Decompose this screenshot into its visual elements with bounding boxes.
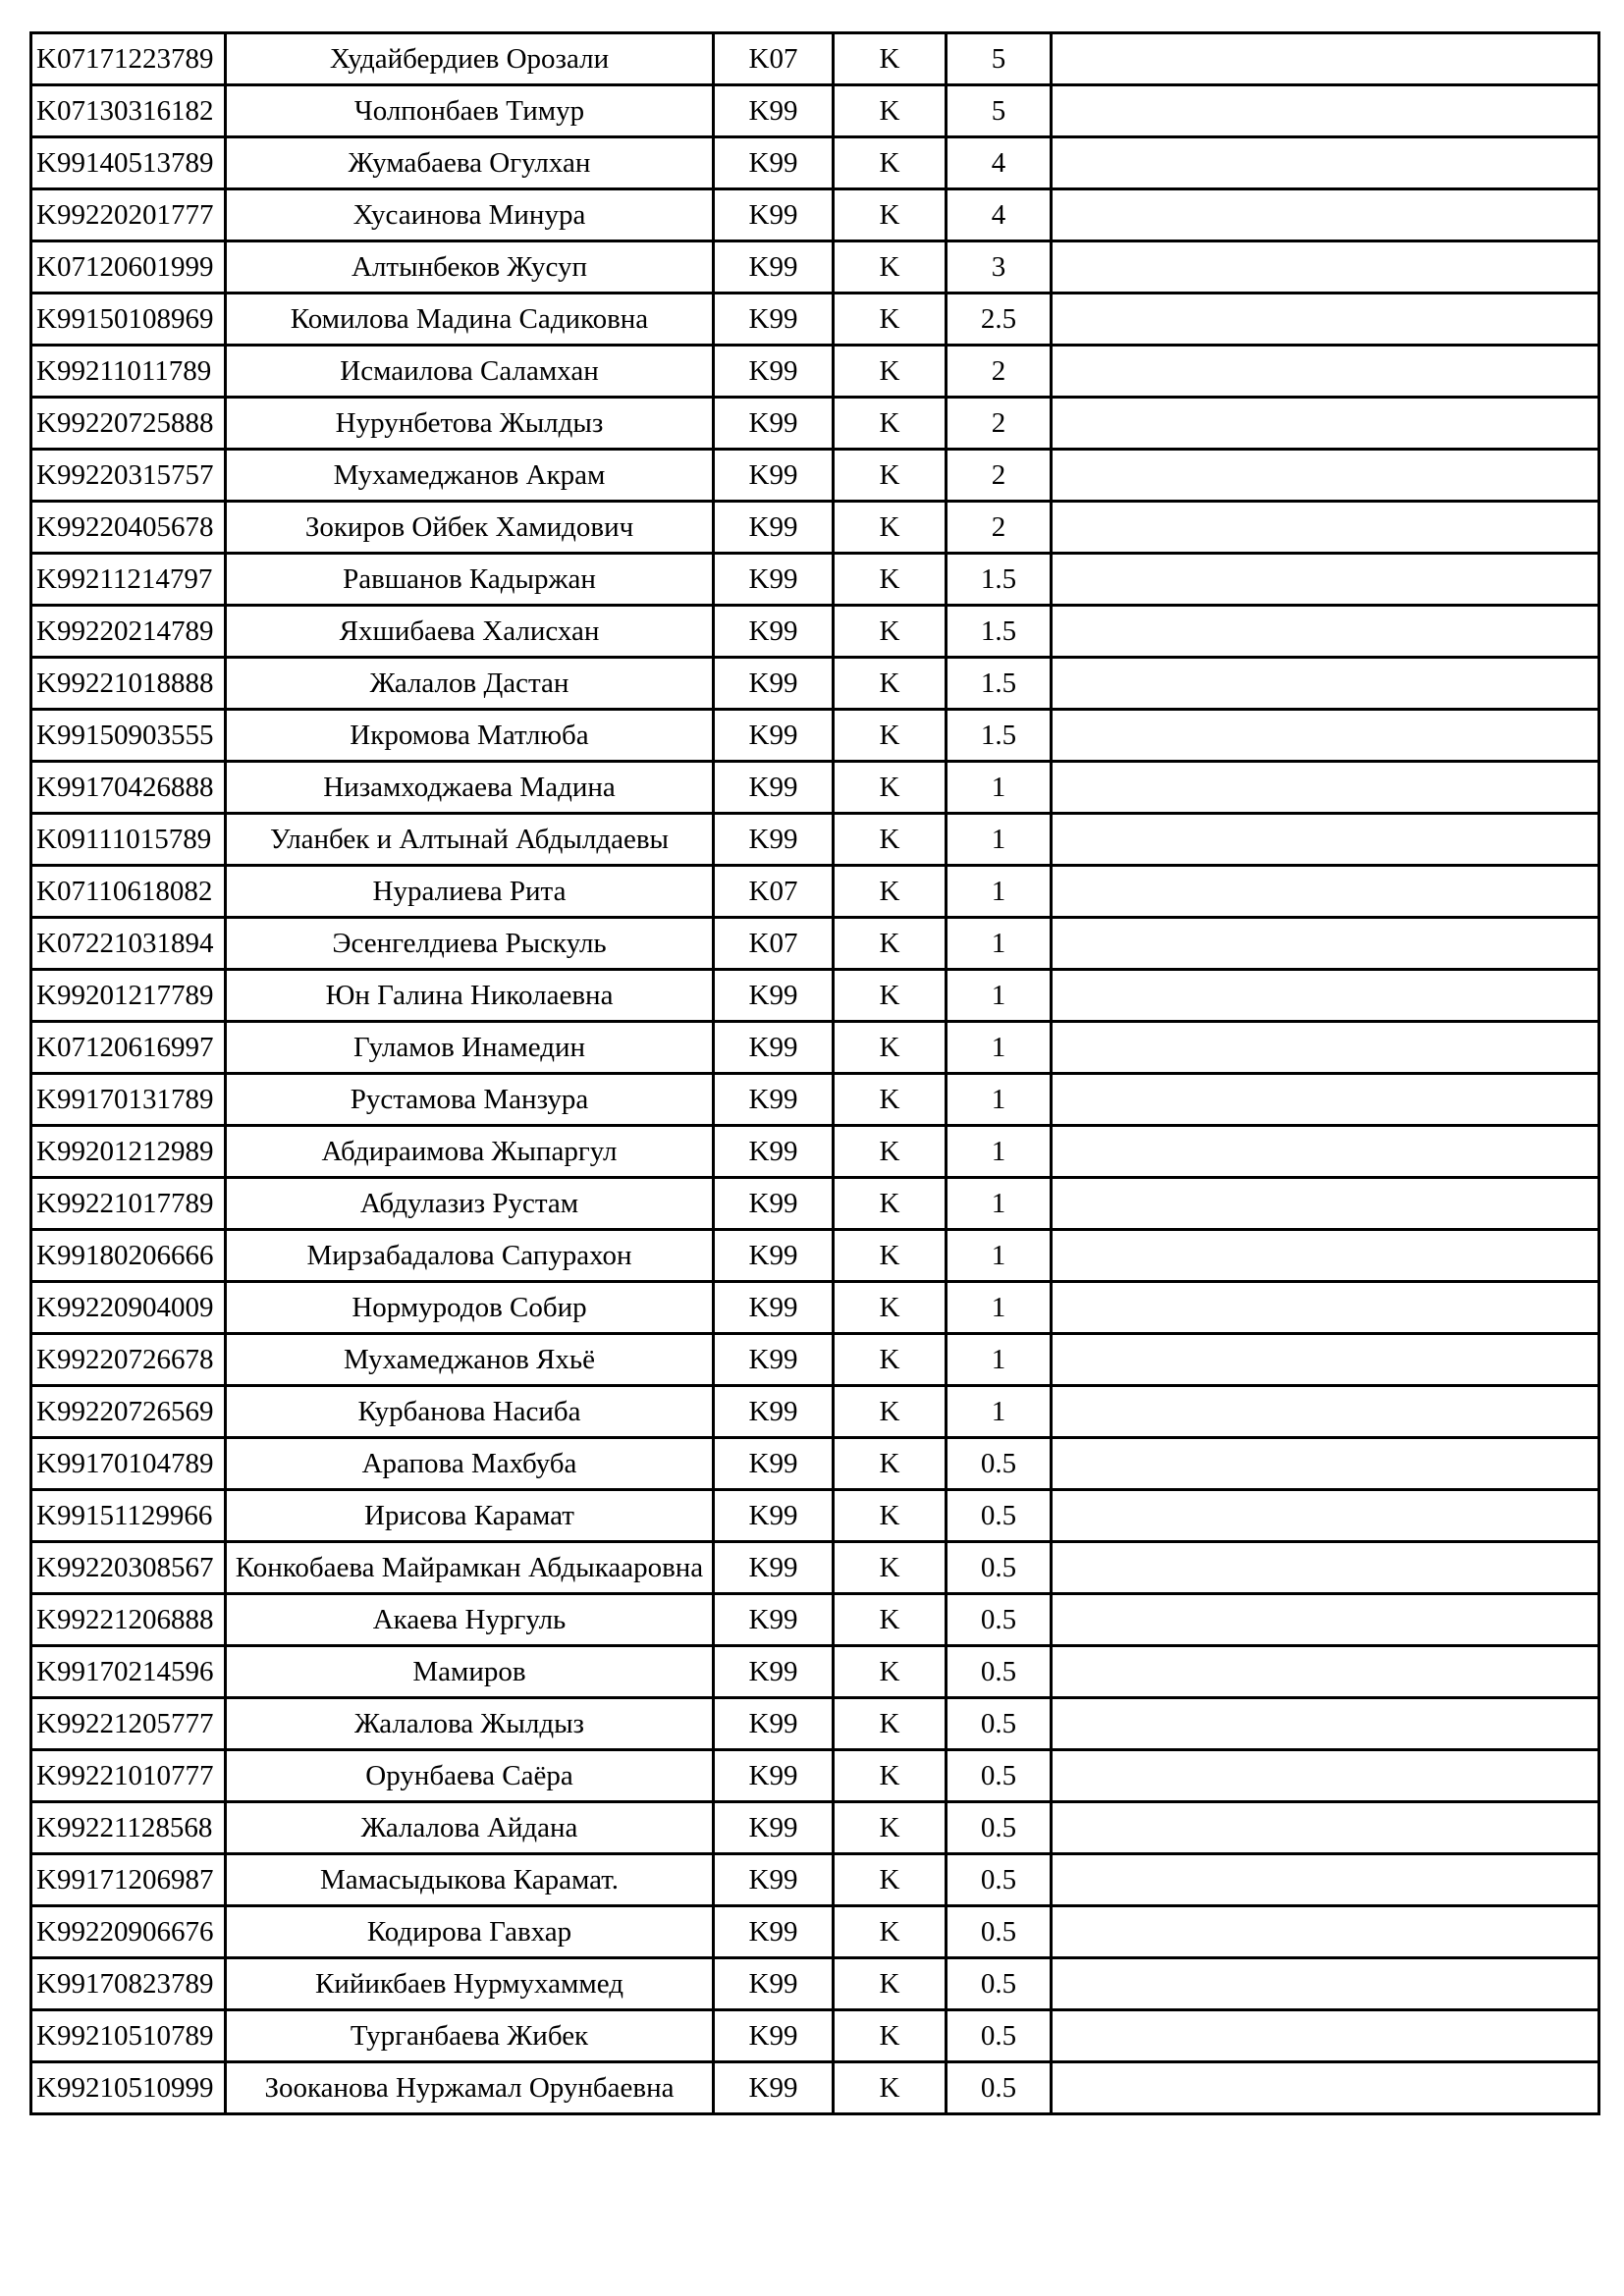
- group-cell: K99: [714, 554, 834, 606]
- name-cell: Нормуродов Собир: [226, 1282, 714, 1334]
- letter-cell: K: [834, 2062, 947, 2114]
- group-cell: K99: [714, 762, 834, 814]
- group-cell: K99: [714, 241, 834, 294]
- group-cell: K99: [714, 606, 834, 658]
- name-cell: Абдулазиз Рустам: [226, 1178, 714, 1230]
- letter-cell: K: [834, 2010, 947, 2062]
- code-cell: K99211214797: [31, 554, 226, 606]
- note-cell: [1052, 85, 1599, 137]
- note-cell: [1052, 1594, 1599, 1646]
- code-cell: K99171206987: [31, 1854, 226, 1906]
- letter-cell: K: [834, 1126, 947, 1178]
- note-cell: [1052, 814, 1599, 866]
- score-cell: 2.5: [947, 294, 1052, 346]
- score-cell: 0.5: [947, 2010, 1052, 2062]
- note-cell: [1052, 1074, 1599, 1126]
- table-row: [31, 450, 1599, 502]
- group-cell: K99: [714, 1854, 834, 1906]
- table-row: [31, 1438, 1599, 1490]
- letter-cell: K: [834, 398, 947, 450]
- note-cell: [1052, 1958, 1599, 2010]
- code-cell: K09111015789: [31, 814, 226, 866]
- code-cell: K99201212989: [31, 1126, 226, 1178]
- name-cell: Рустамова Манзура: [226, 1074, 714, 1126]
- score-cell: 0.5: [947, 1698, 1052, 1750]
- name-cell: Жумабаева Огулхан: [226, 137, 714, 189]
- table-row: [31, 710, 1599, 762]
- letter-cell: K: [834, 1906, 947, 1958]
- table-row: [31, 1854, 1599, 1906]
- name-cell: Кийикбаев Нурмухаммед: [226, 1958, 714, 2010]
- letter-cell: K: [834, 1854, 947, 1906]
- letter-cell: K: [834, 1334, 947, 1386]
- score-cell: 0.5: [947, 1646, 1052, 1698]
- name-cell: Орунбаева Саёра: [226, 1750, 714, 1802]
- score-cell: 1: [947, 1074, 1052, 1126]
- note-cell: [1052, 2010, 1599, 2062]
- code-cell: K99220405678: [31, 502, 226, 554]
- score-cell: 1: [947, 814, 1052, 866]
- code-cell: K99201217789: [31, 970, 226, 1022]
- letter-cell: K: [834, 918, 947, 970]
- table-row: [31, 346, 1599, 398]
- name-cell: Хусаинова Минура: [226, 189, 714, 241]
- note-cell: [1052, 554, 1599, 606]
- letter-cell: K: [834, 1802, 947, 1854]
- table-row: [31, 866, 1599, 918]
- note-cell: [1052, 241, 1599, 294]
- group-cell: K99: [714, 1230, 834, 1282]
- code-cell: K99151129966: [31, 1490, 226, 1542]
- letter-cell: K: [834, 1230, 947, 1282]
- code-cell: K07130316182: [31, 85, 226, 137]
- table-row: [31, 137, 1599, 189]
- note-cell: [1052, 1386, 1599, 1438]
- note-cell: [1052, 658, 1599, 710]
- letter-cell: K: [834, 710, 947, 762]
- group-cell: K99: [714, 398, 834, 450]
- letter-cell: K: [834, 1750, 947, 1802]
- table-row: [31, 1126, 1599, 1178]
- name-cell: Икромова Матлюба: [226, 710, 714, 762]
- name-cell: Яхшибаева Халисхан: [226, 606, 714, 658]
- table-row: [31, 1386, 1599, 1438]
- code-cell: K99140513789: [31, 137, 226, 189]
- table-row: [31, 658, 1599, 710]
- note-cell: [1052, 1750, 1599, 1802]
- table-row: [31, 554, 1599, 606]
- letter-cell: K: [834, 33, 947, 85]
- name-cell: Юн Галина Николаевна: [226, 970, 714, 1022]
- group-cell: K99: [714, 710, 834, 762]
- score-cell: 2: [947, 398, 1052, 450]
- group-cell: K99: [714, 1802, 834, 1854]
- letter-cell: K: [834, 1438, 947, 1490]
- letter-cell: K: [834, 658, 947, 710]
- name-cell: Зооканова Нуржамал Орунбаевна: [226, 2062, 714, 2114]
- name-cell: Мамасыдыкова Карамат.: [226, 1854, 714, 1906]
- note-cell: [1052, 502, 1599, 554]
- letter-cell: K: [834, 502, 947, 554]
- group-cell: K99: [714, 1126, 834, 1178]
- group-cell: K99: [714, 1438, 834, 1490]
- score-cell: 0.5: [947, 1958, 1052, 2010]
- table-row: [31, 1022, 1599, 1074]
- score-cell: 1: [947, 1386, 1052, 1438]
- group-cell: K07: [714, 918, 834, 970]
- note-cell: [1052, 1854, 1599, 1906]
- note-cell: [1052, 1126, 1599, 1178]
- name-cell: Мухамеджанов Акрам: [226, 450, 714, 502]
- group-cell: K99: [714, 1750, 834, 1802]
- letter-cell: K: [834, 1386, 947, 1438]
- score-cell: 1: [947, 1126, 1052, 1178]
- score-cell: 1: [947, 1334, 1052, 1386]
- group-cell: K99: [714, 970, 834, 1022]
- group-cell: K99: [714, 346, 834, 398]
- score-cell: 3: [947, 241, 1052, 294]
- name-cell: Низамходжаева Мадина: [226, 762, 714, 814]
- score-cell: 0.5: [947, 1906, 1052, 1958]
- group-cell: K99: [714, 502, 834, 554]
- note-cell: [1052, 606, 1599, 658]
- table-row: [31, 1334, 1599, 1386]
- name-cell: Арапова Махбуба: [226, 1438, 714, 1490]
- name-cell: Равшанов Кадыржан: [226, 554, 714, 606]
- group-cell: K99: [714, 658, 834, 710]
- group-cell: K99: [714, 2010, 834, 2062]
- table-row: [31, 1646, 1599, 1698]
- note-cell: [1052, 1178, 1599, 1230]
- group-cell: K99: [714, 1646, 834, 1698]
- letter-cell: K: [834, 1698, 947, 1750]
- score-cell: 1: [947, 1230, 1052, 1282]
- note-cell: [1052, 294, 1599, 346]
- score-cell: 0.5: [947, 2062, 1052, 2114]
- score-cell: 1: [947, 762, 1052, 814]
- table-row: [31, 1282, 1599, 1334]
- group-cell: K99: [714, 1282, 834, 1334]
- letter-cell: K: [834, 85, 947, 137]
- table-row: [31, 606, 1599, 658]
- table-row: [31, 1802, 1599, 1854]
- code-cell: K99210510789: [31, 2010, 226, 2062]
- table-row: [31, 918, 1599, 970]
- score-cell: 1: [947, 1022, 1052, 1074]
- note-cell: [1052, 2062, 1599, 2114]
- note-cell: [1052, 33, 1599, 85]
- group-cell: K99: [714, 1386, 834, 1438]
- name-cell: Жалалова Айдана: [226, 1802, 714, 1854]
- name-cell: Ирисова Карамат: [226, 1490, 714, 1542]
- note-cell: [1052, 1542, 1599, 1594]
- letter-cell: K: [834, 762, 947, 814]
- note-cell: [1052, 1698, 1599, 1750]
- table-row: [31, 294, 1599, 346]
- letter-cell: K: [834, 450, 947, 502]
- letter-cell: K: [834, 554, 947, 606]
- group-cell: K99: [714, 294, 834, 346]
- name-cell: Эсенгелдиева Рыскуль: [226, 918, 714, 970]
- score-cell: 0.5: [947, 1490, 1052, 1542]
- note-cell: [1052, 866, 1599, 918]
- table-row: [31, 1594, 1599, 1646]
- name-cell: Жалалова Жылдыз: [226, 1698, 714, 1750]
- note-cell: [1052, 137, 1599, 189]
- group-cell: K99: [714, 2062, 834, 2114]
- code-cell: K99211011789: [31, 346, 226, 398]
- letter-cell: K: [834, 1022, 947, 1074]
- letter-cell: K: [834, 1490, 947, 1542]
- table-row: [31, 398, 1599, 450]
- code-cell: K99170131789: [31, 1074, 226, 1126]
- table-row: [31, 1490, 1599, 1542]
- table-row: [31, 814, 1599, 866]
- group-cell: K99: [714, 1334, 834, 1386]
- code-cell: K07120601999: [31, 241, 226, 294]
- score-cell: 4: [947, 189, 1052, 241]
- letter-cell: K: [834, 1282, 947, 1334]
- letter-cell: K: [834, 1178, 947, 1230]
- name-cell: Исмаилова Саламхан: [226, 346, 714, 398]
- code-cell: K99150903555: [31, 710, 226, 762]
- score-cell: 1.5: [947, 658, 1052, 710]
- note-cell: [1052, 1490, 1599, 1542]
- document-table: [29, 31, 1600, 2115]
- table-row: [31, 762, 1599, 814]
- note-cell: [1052, 1230, 1599, 1282]
- letter-cell: K: [834, 606, 947, 658]
- note-cell: [1052, 1438, 1599, 1490]
- name-cell: Конкобаева Майрамкан Абдыкааровна: [226, 1542, 714, 1594]
- table-row: [31, 1074, 1599, 1126]
- note-cell: [1052, 1334, 1599, 1386]
- table-row: [31, 2010, 1599, 2062]
- name-cell: Мамиров: [226, 1646, 714, 1698]
- note-cell: [1052, 346, 1599, 398]
- name-cell: Нурунбетова Жылдыз: [226, 398, 714, 450]
- note-cell: [1052, 1802, 1599, 1854]
- note-cell: [1052, 189, 1599, 241]
- score-cell: 0.5: [947, 1438, 1052, 1490]
- name-cell: Мухамеджанов Яхьё: [226, 1334, 714, 1386]
- note-cell: [1052, 918, 1599, 970]
- code-cell: K99170214596: [31, 1646, 226, 1698]
- group-cell: K99: [714, 1958, 834, 2010]
- letter-cell: K: [834, 1542, 947, 1594]
- table-row: [31, 502, 1599, 554]
- table-row: [31, 1542, 1599, 1594]
- table-row: [31, 1958, 1599, 2010]
- code-cell: K99220214789: [31, 606, 226, 658]
- code-cell: K99220906676: [31, 1906, 226, 1958]
- name-cell: Мирзабадалова Сапурахон: [226, 1230, 714, 1282]
- code-cell: K99221206888: [31, 1594, 226, 1646]
- table-row: [31, 1178, 1599, 1230]
- name-cell: Нуралиева Рита: [226, 866, 714, 918]
- name-cell: Абдираимова Жыпаргул: [226, 1126, 714, 1178]
- score-cell: 0.5: [947, 1854, 1052, 1906]
- code-cell: K99210510999: [31, 2062, 226, 2114]
- note-cell: [1052, 1022, 1599, 1074]
- score-cell: 5: [947, 85, 1052, 137]
- code-cell: K07120616997: [31, 1022, 226, 1074]
- note-cell: [1052, 450, 1599, 502]
- score-cell: 1: [947, 1282, 1052, 1334]
- code-cell: K99221018888: [31, 658, 226, 710]
- table-row: [31, 33, 1599, 85]
- code-cell: K99220725888: [31, 398, 226, 450]
- score-cell: 0.5: [947, 1594, 1052, 1646]
- letter-cell: K: [834, 189, 947, 241]
- letter-cell: K: [834, 294, 947, 346]
- name-cell: Чолпонбаев Тимур: [226, 85, 714, 137]
- table-row: [31, 970, 1599, 1022]
- score-cell: 5: [947, 33, 1052, 85]
- score-cell: 1: [947, 918, 1052, 970]
- letter-cell: K: [834, 814, 947, 866]
- group-cell: K99: [714, 189, 834, 241]
- code-cell: K07110618082: [31, 866, 226, 918]
- letter-cell: K: [834, 1958, 947, 2010]
- name-cell: Худайбердиев Орозали: [226, 33, 714, 85]
- score-cell: 0.5: [947, 1542, 1052, 1594]
- letter-cell: K: [834, 137, 947, 189]
- table-row: [31, 85, 1599, 137]
- group-cell: K99: [714, 1022, 834, 1074]
- note-cell: [1052, 710, 1599, 762]
- name-cell: Кодирова Гавхар: [226, 1906, 714, 1958]
- group-cell: K99: [714, 1698, 834, 1750]
- group-cell: K99: [714, 1178, 834, 1230]
- code-cell: K99220315757: [31, 450, 226, 502]
- group-cell: K07: [714, 866, 834, 918]
- table-body: [31, 33, 1599, 2114]
- group-cell: K99: [714, 85, 834, 137]
- letter-cell: K: [834, 1594, 947, 1646]
- letter-cell: K: [834, 866, 947, 918]
- name-cell: Гуламов Инамедин: [226, 1022, 714, 1074]
- score-cell: 0.5: [947, 1750, 1052, 1802]
- code-cell: K99220726678: [31, 1334, 226, 1386]
- table-row: [31, 189, 1599, 241]
- score-cell: 1: [947, 866, 1052, 918]
- code-cell: K99180206666: [31, 1230, 226, 1282]
- name-cell: Зокиров Ойбек Хамидович: [226, 502, 714, 554]
- note-cell: [1052, 1646, 1599, 1698]
- name-cell: Уланбек и Алтынай Абдылдаевы: [226, 814, 714, 866]
- note-cell: [1052, 1906, 1599, 1958]
- letter-cell: K: [834, 241, 947, 294]
- name-cell: Жалалов Дастан: [226, 658, 714, 710]
- code-cell: K99220904009: [31, 1282, 226, 1334]
- group-cell: K99: [714, 1542, 834, 1594]
- table-row: [31, 1698, 1599, 1750]
- letter-cell: K: [834, 970, 947, 1022]
- name-cell: Турганбаева Жибек: [226, 2010, 714, 2062]
- name-cell: Акаева Нургуль: [226, 1594, 714, 1646]
- score-cell: 2: [947, 346, 1052, 398]
- code-cell: K99220308567: [31, 1542, 226, 1594]
- group-cell: K99: [714, 137, 834, 189]
- name-cell: Комилова Мадина Садиковна: [226, 294, 714, 346]
- score-cell: 1: [947, 1178, 1052, 1230]
- name-cell: Курбанова Насиба: [226, 1386, 714, 1438]
- score-cell: 1: [947, 970, 1052, 1022]
- note-cell: [1052, 1282, 1599, 1334]
- code-cell: K99220201777: [31, 189, 226, 241]
- group-cell: K99: [714, 1490, 834, 1542]
- group-cell: K99: [714, 814, 834, 866]
- score-cell: 0.5: [947, 1802, 1052, 1854]
- code-cell: K99170823789: [31, 1958, 226, 2010]
- letter-cell: K: [834, 1646, 947, 1698]
- table-row: [31, 1906, 1599, 1958]
- code-cell: K99170104789: [31, 1438, 226, 1490]
- code-cell: K99150108969: [31, 294, 226, 346]
- code-cell: K99170426888: [31, 762, 226, 814]
- note-cell: [1052, 398, 1599, 450]
- code-cell: K99221128568: [31, 1802, 226, 1854]
- note-cell: [1052, 762, 1599, 814]
- letter-cell: K: [834, 346, 947, 398]
- code-cell: K99221017789: [31, 1178, 226, 1230]
- table-row: [31, 2062, 1599, 2114]
- group-cell: K99: [714, 1074, 834, 1126]
- code-cell: K99220726569: [31, 1386, 226, 1438]
- name-cell: Алтынбеков Жусуп: [226, 241, 714, 294]
- table-row: [31, 1230, 1599, 1282]
- score-cell: 2: [947, 450, 1052, 502]
- group-cell: K99: [714, 1594, 834, 1646]
- score-cell: 1.5: [947, 710, 1052, 762]
- score-cell: 1.5: [947, 606, 1052, 658]
- note-cell: [1052, 970, 1599, 1022]
- code-cell: K07221031894: [31, 918, 226, 970]
- table-row: [31, 1750, 1599, 1802]
- score-cell: 4: [947, 137, 1052, 189]
- code-cell: K07171223789: [31, 33, 226, 85]
- code-cell: K99221010777: [31, 1750, 226, 1802]
- group-cell: K07: [714, 33, 834, 85]
- group-cell: K99: [714, 450, 834, 502]
- group-cell: K99: [714, 1906, 834, 1958]
- table-row: [31, 241, 1599, 294]
- letter-cell: K: [834, 1074, 947, 1126]
- score-cell: 2: [947, 502, 1052, 554]
- code-cell: K99221205777: [31, 1698, 226, 1750]
- score-cell: 1.5: [947, 554, 1052, 606]
